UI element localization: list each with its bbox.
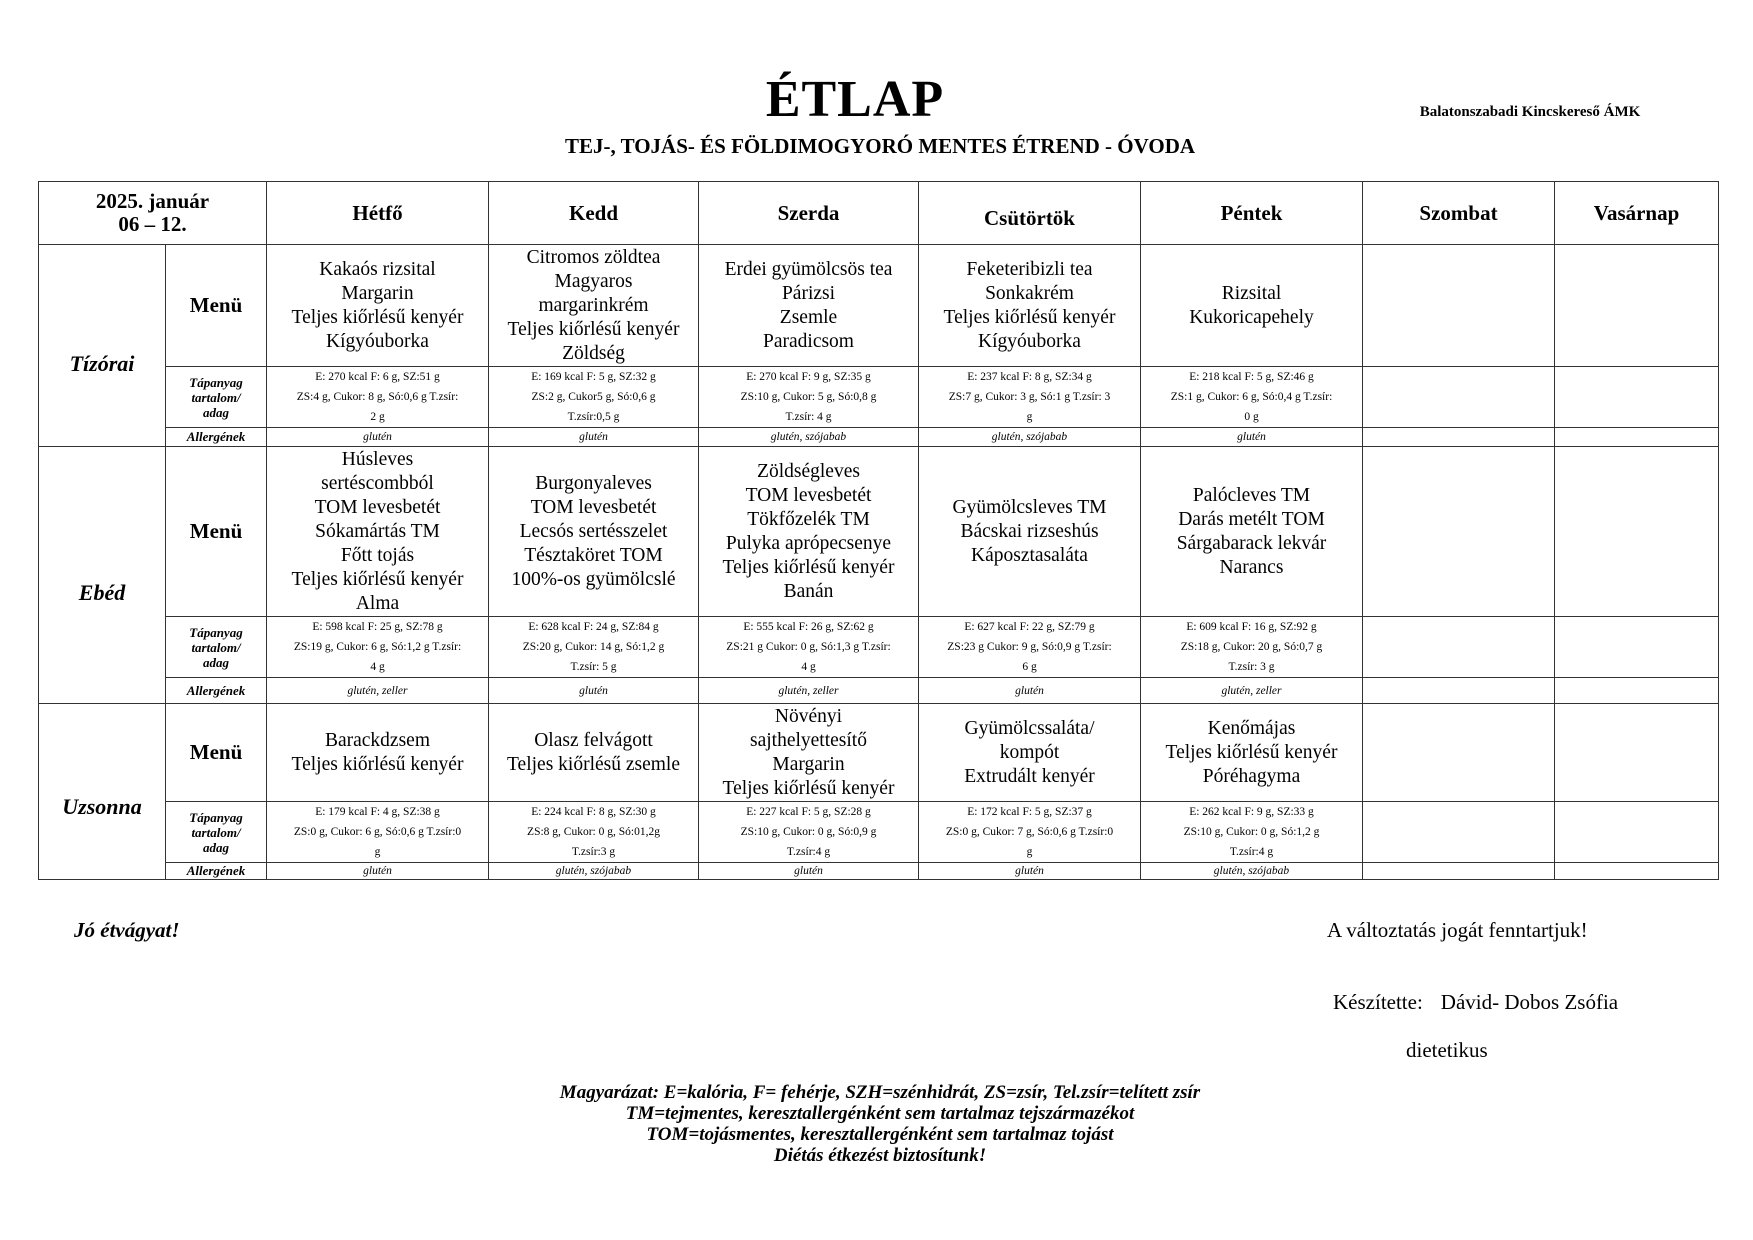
allergen-row [39, 428, 1719, 447]
nutrition-line: ZS:0 g, Cukor: 6 g, Só:0,6 g T.zsír:0 [293, 826, 462, 838]
meal-name: Uzsonna [39, 704, 166, 880]
prepared-by-name: Dávid- Dobos Zsófia [1440, 990, 1619, 1014]
dish-item: TOM levesbetét [314, 496, 441, 518]
dish-item: Növényi [774, 705, 843, 727]
menu-cell [919, 447, 1141, 617]
nutrition-cell [489, 802, 699, 863]
nutrition-cell [1555, 802, 1719, 863]
nutrition-line: ZS:2 g, Cukor5 g, Só:0,6 g [531, 391, 656, 403]
menu-label: Menü [166, 704, 267, 802]
nutrition-cell [919, 802, 1141, 863]
nutrition-line: ZS:1 g, Cukor: 6 g, Só:0,4 g T.zsír: [1170, 391, 1333, 403]
dish-item: Palócleves TM [1192, 484, 1311, 506]
allergen-cell [1363, 678, 1555, 704]
dish-item: Teljes kiőrlésű kenyér [291, 753, 464, 775]
dish-item: Kígyóuborka [978, 330, 1081, 352]
dish-item: Lecsós sertésszelet [519, 520, 668, 542]
legend-line: Magyarázat: E=kalória, F= fehérje, SZH=szénhidrát, ZS=zsír, Tel.zsír=telített zsír [559, 1082, 1201, 1103]
dish-item: Gyümölcsleves TM [952, 496, 1107, 518]
dish-item: margarinkrém [538, 294, 649, 316]
nutrition-line: ZS:4 g, Cukor: 8 g, Só:0,6 g T.zsír: [296, 391, 459, 403]
nutrition-cell [1555, 617, 1719, 678]
nutrition-cell [699, 802, 919, 863]
nutrition-cell [489, 367, 699, 428]
allergen-cell [1555, 428, 1719, 447]
nutrition-line: ZS:10 g, Cukor: 5 g, Só:0,8 g [740, 391, 877, 403]
menu-cell [489, 704, 699, 802]
dish-item: Sárgabarack lekvár [1176, 532, 1327, 554]
allergen-cell: glutén, szójabab [489, 863, 699, 880]
dish-item: Teljes kiőrlésű kenyér [507, 318, 680, 340]
nutrition-label-line: tartalom/ [191, 389, 241, 405]
nutrition-label-line: tartalom/ [191, 824, 241, 840]
dish-item: TOM levesbetét [530, 496, 657, 518]
allergen-cell [1363, 863, 1555, 880]
dish-item: TOM levesbetét [745, 484, 872, 506]
nutrition-line: E: 628 kcal F: 24 g, SZ:84 g [528, 621, 659, 633]
menu-cell [489, 245, 699, 367]
week-date-range: 06 – 12. [118, 212, 187, 236]
dish-item: Kenőmájas [1207, 717, 1296, 739]
allergen-cell: glutén, szójabab [1141, 863, 1363, 880]
allergen-cell: glutén [919, 678, 1141, 704]
dish-item: Húsleves [341, 448, 414, 470]
prepared-by-label: Készítette: [1333, 990, 1423, 1014]
meal-name: Ebéd [39, 447, 166, 704]
allergen-cell: glutén, szójabab [699, 428, 919, 447]
nutrition-cell [699, 367, 919, 428]
allergen-cell [1555, 678, 1719, 704]
nutrition-line: E: 218 kcal F: 5 g, SZ:46 g [1189, 371, 1314, 383]
nutrition-line: T.zsír: 5 g [570, 661, 617, 673]
nutrition-cell [1363, 367, 1555, 428]
dish-item: Sonkakrém [985, 282, 1074, 304]
dish-item: Zöldségleves [757, 460, 860, 482]
dish-item: sajthelyettesítő [750, 729, 867, 751]
nutrition-label-line: tartalom/ [191, 639, 241, 655]
allergen-cell: glutén [267, 863, 489, 880]
dish-item: Tökfőzelék TM [747, 508, 870, 530]
menu-cell [919, 245, 1141, 367]
menu-cell [1363, 447, 1555, 617]
nutrition-line: 2 g [370, 411, 385, 423]
week-date-cell [39, 182, 267, 245]
nutrition-line: E: 270 kcal F: 9 g, SZ:35 g [746, 371, 871, 383]
menu-cell [699, 447, 919, 617]
dish-item: Burgonyaleves [535, 472, 652, 494]
allergen-cell: glutén [919, 863, 1141, 880]
weekly-menu-table [38, 181, 1719, 880]
dish-item: Zöldség [562, 342, 625, 364]
nutrition-label-line: adag [203, 654, 229, 670]
dish-item: Teljes kiőrlésű zsemle [507, 753, 680, 775]
nutrition-label-line: adag [203, 839, 229, 855]
menu-cell [1555, 704, 1719, 802]
dish-item: Citromos zöldtea [526, 246, 661, 268]
allergen-cell: glutén [699, 863, 919, 880]
dish-item: Tésztaköret TOM [524, 544, 663, 566]
nutrition-line: E: 172 kcal F: 5 g, SZ:37 g [967, 806, 1092, 818]
dish-item: Olasz felvágott [534, 729, 653, 751]
nutrition-cell [489, 617, 699, 678]
day-header: Csütörtök [919, 182, 1141, 245]
allergen-cell [1555, 863, 1719, 880]
dish-item: Teljes kiőrlésű kenyér [1165, 741, 1338, 763]
prepared-by [1333, 990, 1618, 1015]
nutrition-line: E: 270 kcal F: 6 g, SZ:51 g [315, 371, 440, 383]
nutrition-label [166, 802, 267, 863]
menu-cell [699, 704, 919, 802]
nutrition-cell [1141, 802, 1363, 863]
dish-item: Főtt tojás [340, 544, 415, 566]
dish-item: Párizsi [781, 282, 836, 304]
dish-item: Teljes kiőrlésű kenyér [943, 306, 1116, 328]
allergen-row [39, 863, 1719, 880]
allergen-cell: glutén [1141, 428, 1363, 447]
allergen-cell: glutén, szójabab [919, 428, 1141, 447]
dish-item: Teljes kiőrlésű kenyér [291, 568, 464, 590]
nutrition-line: ZS:18 g, Cukor: 20 g, Só:0,7 g [1180, 641, 1323, 653]
nutrition-line: ZS:23 g Cukor: 9 g, Só:0,9 g T.zsír: [947, 641, 1112, 653]
allergen-cell: glutén, zeller [267, 678, 489, 704]
nutrition-line: E: 169 kcal F: 5 g, SZ:32 g [531, 371, 656, 383]
allergen-label: Allergének [166, 863, 267, 880]
meal-name: Tízórai [39, 245, 166, 447]
menu-cell [267, 245, 489, 367]
page-subtitle: TEJ-, TOJÁS- ÉS FÖLDIMOGYORÓ MENTES ÉTREND - ÓVODA [564, 134, 1196, 158]
nutrition-label-line: Tápanyag [189, 374, 243, 390]
nutrition-line: E: 598 kcal F: 25 g, SZ:78 g [312, 621, 443, 633]
nutrition-line: ZS:20 g, Cukor: 14 g, Só:1,2 g [522, 641, 665, 653]
menu-label: Menü [166, 245, 267, 367]
nutrition-cell [267, 367, 489, 428]
dish-item: Gyümölcssaláta/ [964, 717, 1095, 739]
dish-item: Margarin [772, 753, 845, 775]
nutrition-line: ZS:0 g, Cukor: 7 g, Só:0,6 g T.zsír:0 [945, 826, 1114, 838]
nutrition-line: E: 262 kcal F: 9 g, SZ:33 g [1189, 806, 1314, 818]
dish-item: Rizsital [1221, 282, 1282, 304]
nutrition-line: ZS:10 g, Cukor: 0 g, Só:1,2 g [1183, 826, 1320, 838]
nutrition-row [39, 802, 1719, 863]
menu-row [39, 245, 1719, 367]
dish-item: Sókamártás TM [315, 520, 440, 542]
nutrition-line: E: 627 kcal F: 22 g, SZ:79 g [964, 621, 1095, 633]
nutrition-line: g [374, 846, 381, 858]
dish-item: Pulyka aprópecsenye [725, 532, 892, 554]
menu-cell [1363, 704, 1555, 802]
nutrition-line: T.zsír:0,5 g [567, 411, 620, 423]
allergen-label: Allergének [166, 678, 267, 704]
nutrition-cell [1363, 617, 1555, 678]
dish-item: Alma [355, 592, 400, 614]
nutrition-line: g [1026, 411, 1033, 423]
menu-cell [1555, 245, 1719, 367]
nutrition-line: E: 555 kcal F: 26 g, SZ:62 g [743, 621, 874, 633]
menu-cell [919, 704, 1141, 802]
menu-cell [267, 704, 489, 802]
nutrition-cell [1141, 617, 1363, 678]
nutrition-line: E: 179 kcal F: 4 g, SZ:38 g [315, 806, 440, 818]
dish-item: Teljes kiőrlésű kenyér [722, 556, 895, 578]
nutrition-label [166, 367, 267, 428]
nutrition-line: ZS:19 g, Cukor: 6 g, Só:1,2 g T.zsír: [293, 641, 462, 653]
nutrition-row [39, 617, 1719, 678]
menu-cell [1141, 447, 1363, 617]
dish-item: Extrudált kenyér [964, 765, 1095, 787]
nutrition-line: T.zsír: 4 g [785, 411, 832, 423]
dish-item: Kukoricapehely [1189, 306, 1314, 328]
nutrition-line: ZS:21 g Cukor: 0 g, Só:1,3 g T.zsír: [726, 641, 891, 653]
allergen-cell: glutén [489, 678, 699, 704]
greeting-text: Jó étvágyat! [74, 918, 180, 942]
nutrition-line: E: 224 kcal F: 8 g, SZ:30 g [531, 806, 656, 818]
dish-item: Teljes kiőrlésű kenyér [722, 777, 895, 799]
day-header: Szombat [1363, 182, 1555, 245]
menu-cell [267, 447, 489, 617]
legend-line: TOM=tojásmentes, keresztallergénként sem tartalmaz tojást [646, 1124, 1114, 1145]
nutrition-label [166, 617, 267, 678]
dish-item: Darás metélt TOM [1178, 508, 1325, 530]
nutrition-line: T.zsír:4 g [786, 846, 831, 858]
allergen-cell: glutén, zeller [699, 678, 919, 704]
menu-label: Menü [166, 447, 267, 617]
allergen-row [39, 678, 1719, 704]
nutrition-cell [267, 802, 489, 863]
nutrition-cell [919, 367, 1141, 428]
nutrition-line: g [1026, 846, 1033, 858]
legend-block [0, 1082, 1753, 1166]
nutrition-line: 0 g [1244, 411, 1259, 423]
dish-item: Magyaros [554, 270, 633, 292]
nutrition-line: ZS:8 g, Cukor: 0 g, Só:01,2g [527, 826, 660, 838]
dish-item: Bácskai rizseshús [960, 520, 1099, 542]
menu-cell [489, 447, 699, 617]
dish-item: Erdei gyümölcsös tea [724, 258, 893, 280]
legend-line: Diétás étkezést biztosítunk! [773, 1145, 987, 1166]
menu-cell [1363, 245, 1555, 367]
dish-item: Barackdzsem [324, 729, 431, 751]
nutrition-line: ZS:10 g, Cukor: 0 g, Só:0,9 g [740, 826, 877, 838]
allergen-cell [1363, 428, 1555, 447]
nutrition-line: T.zsír:4 g [1229, 846, 1274, 858]
menu-row [39, 704, 1719, 802]
nutrition-cell [1141, 367, 1363, 428]
nutrition-cell [267, 617, 489, 678]
allergen-label: Allergének [166, 428, 267, 447]
week-date-month: 2025. január [95, 189, 210, 213]
dish-item: Zsemle [779, 306, 838, 328]
dish-item: Banán [783, 580, 834, 602]
nutrition-line: E: 227 kcal F: 5 g, SZ:28 g [746, 806, 871, 818]
dish-item: Narancs [1219, 556, 1284, 578]
allergen-cell: glutén, zeller [1141, 678, 1363, 704]
dish-item: sertéscombból [321, 472, 434, 494]
menu-cell [1141, 245, 1363, 367]
disclaimer-text: A változtatás jogát fenntartjuk! [1327, 918, 1588, 942]
legend-line: TM=tejmentes, keresztallergénként sem tartalmaz tejszármazékot [625, 1103, 1135, 1124]
dish-item: Póréhagyma [1202, 765, 1301, 787]
nutrition-line: 4 g [801, 661, 816, 673]
day-header: Péntek [1141, 182, 1363, 245]
nutrition-line: ZS:7 g, Cukor: 3 g, Só:1 g T.zsír: 3 [948, 391, 1111, 403]
nutrition-label-line: Tápanyag [189, 624, 243, 640]
dish-item: Teljes kiőrlésű kenyér [291, 306, 464, 328]
nutrition-cell [919, 617, 1141, 678]
dish-item: Feketeribizli tea [966, 258, 1093, 280]
menu-cell [699, 245, 919, 367]
allergen-cell: glutén [267, 428, 489, 447]
dish-item: Paradicsom [763, 330, 854, 352]
day-header: Szerda [699, 182, 919, 245]
day-header: Vasárnap [1555, 182, 1719, 245]
menu-cell [1555, 447, 1719, 617]
nutrition-row [39, 367, 1719, 428]
dish-item: Margarin [341, 282, 414, 304]
nutrition-cell [1555, 367, 1719, 428]
nutrition-line: T.zsír: 3 g [1228, 661, 1275, 673]
menu-row [39, 447, 1719, 617]
nutrition-line: 6 g [1022, 661, 1037, 673]
dish-item: 100%-os gyümölcslé [511, 568, 676, 590]
organization-name: Balatonszabadi Kincskereső ÁMK [1419, 104, 1641, 120]
nutrition-line: T.zsír:3 g [571, 846, 616, 858]
nutrition-label-line: adag [203, 404, 229, 420]
dish-item: kompót [999, 741, 1060, 763]
nutrition-label-line: Tápanyag [189, 809, 243, 825]
dish-item: Káposztasaláta [971, 544, 1088, 566]
nutrition-line: E: 237 kcal F: 8 g, SZ:34 g [967, 371, 1092, 383]
dish-item: Kígyóuborka [326, 330, 429, 352]
dish-item: Kakaós rizsital [319, 258, 436, 280]
table-header-row [39, 182, 1719, 245]
nutrition-cell [1363, 802, 1555, 863]
day-header: Kedd [489, 182, 699, 245]
allergen-cell: glutén [489, 428, 699, 447]
nutrition-line: 4 g [370, 661, 385, 673]
nutrition-cell [699, 617, 919, 678]
prepared-by-role: dietetikus [1406, 1038, 1488, 1062]
day-header: Hétfő [267, 182, 489, 245]
menu-cell [1141, 704, 1363, 802]
page-title: ÉTLAP [765, 71, 945, 128]
nutrition-line: E: 609 kcal F: 16 g, SZ:92 g [1186, 621, 1317, 633]
